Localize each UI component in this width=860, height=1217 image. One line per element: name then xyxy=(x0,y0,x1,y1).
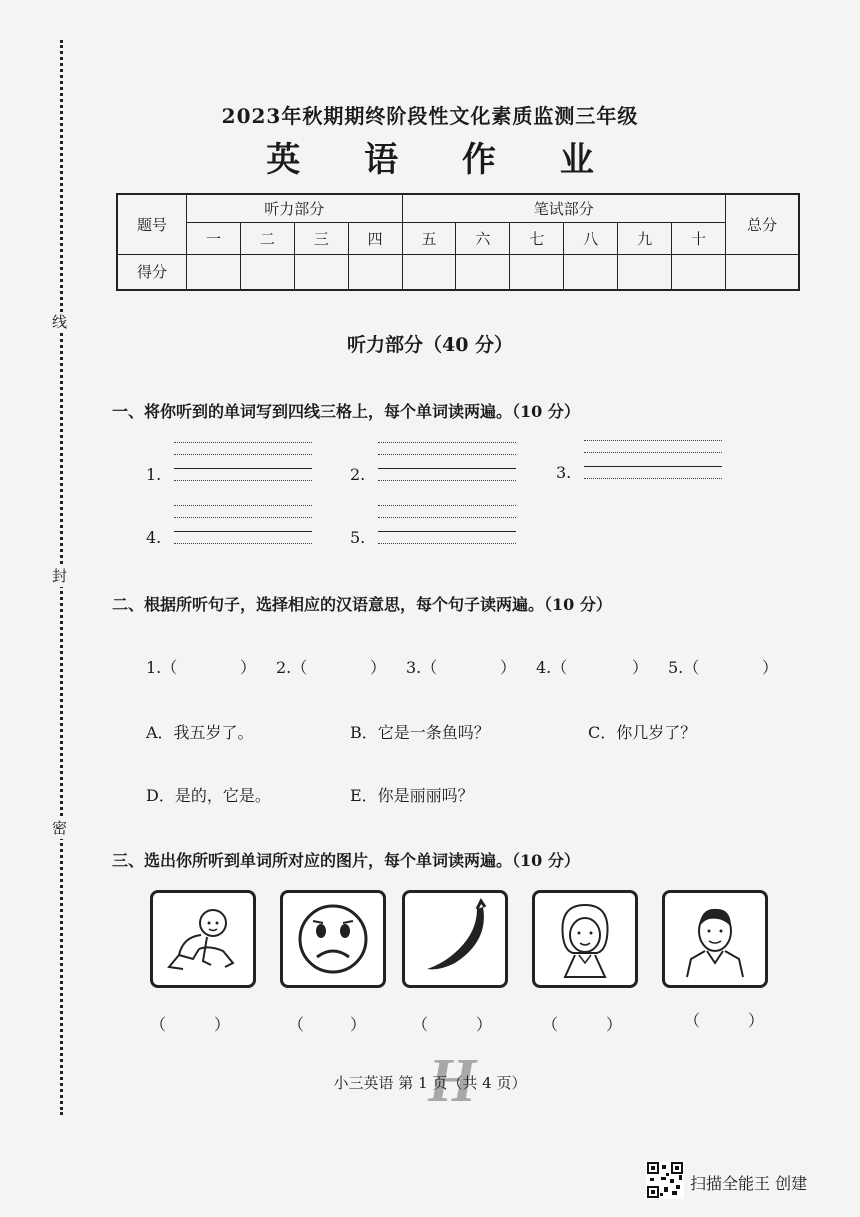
picture-answer-open[interactable]: （ xyxy=(288,1015,305,1034)
qr-code-icon xyxy=(646,1161,684,1199)
man-icon xyxy=(662,890,768,988)
answer-blank-open[interactable]: 2.（ xyxy=(276,658,308,677)
writing-lines-1[interactable] xyxy=(174,442,312,482)
listening-header: 听力部分 xyxy=(187,194,403,222)
score-cell[interactable] xyxy=(187,254,241,290)
score-cell[interactable] xyxy=(456,254,510,290)
picture-answer-open[interactable]: （ xyxy=(542,1015,559,1034)
answer-blank-close: ） xyxy=(370,658,387,677)
row-label-question: 题号 xyxy=(117,194,187,254)
score-cell[interactable] xyxy=(402,254,456,290)
girl-icon xyxy=(532,890,638,988)
banana-icon xyxy=(402,890,508,988)
option-e: E．你是丽丽吗？ xyxy=(350,786,474,805)
picture-answer-open[interactable]: （ xyxy=(412,1015,429,1034)
answer-blank-open[interactable]: 5.（ xyxy=(668,658,700,677)
answer-blank-open[interactable]: 1.（ xyxy=(146,658,178,677)
q1-number: 1. xyxy=(146,465,162,484)
score-cell[interactable] xyxy=(618,254,672,290)
q1-number: 2. xyxy=(350,465,366,484)
col-header: 六 xyxy=(456,222,510,254)
total-header: 总分 xyxy=(726,194,800,254)
score-cell[interactable] xyxy=(348,254,402,290)
row-label-score: 得分 xyxy=(117,254,187,290)
score-cell[interactable] xyxy=(510,254,564,290)
col-header: 八 xyxy=(564,222,618,254)
question-3-title: 三、选出你所听到单词所对应的图片，每个单词读两遍。（10 分） xyxy=(112,851,580,870)
picture-answer-close: ） xyxy=(350,1015,367,1034)
col-header: 二 xyxy=(240,222,294,254)
total-score-cell[interactable] xyxy=(726,254,800,290)
score-cell[interactable] xyxy=(294,254,348,290)
binding-label-line: 线 xyxy=(52,313,68,331)
picture-answer-close: ） xyxy=(748,1011,765,1030)
option-d: D．是的，它是。 xyxy=(146,786,271,805)
col-header: 九 xyxy=(618,222,672,254)
score-cell[interactable] xyxy=(564,254,618,290)
question-1-title: 一、将你听到的单词写到四线三格上，每个单词读两遍。（10 分） xyxy=(112,402,580,421)
col-header: 五 xyxy=(402,222,456,254)
answer-blank-close: ） xyxy=(500,658,517,677)
q1-number: 5. xyxy=(350,528,366,547)
q1-number: 4. xyxy=(146,528,162,547)
answer-blank-open[interactable]: 3.（ xyxy=(406,658,438,677)
binding-label-seal: 封 xyxy=(52,567,68,585)
q1-number: 3. xyxy=(556,463,572,482)
picture-answer-open[interactable]: （ xyxy=(684,1011,701,1030)
picture-answer-close: ） xyxy=(476,1015,493,1034)
binding-label-secret: 密 xyxy=(52,819,68,837)
answer-blank-close: ） xyxy=(632,658,649,677)
col-header: 四 xyxy=(348,222,402,254)
listening-section-title: 听力部分（40 分） xyxy=(346,334,514,356)
col-header: 十 xyxy=(672,222,726,254)
col-header: 三 xyxy=(294,222,348,254)
option-c: C．你几岁了？ xyxy=(588,723,697,742)
writing-lines-5[interactable] xyxy=(378,505,516,545)
writing-lines-4[interactable] xyxy=(174,505,312,545)
question-2-title: 二、根据所听句子，选择相应的汉语意思，每个句子读两遍。（10 分） xyxy=(112,595,612,614)
score-cell[interactable] xyxy=(240,254,294,290)
answer-blank-open[interactable]: 4.（ xyxy=(536,658,568,677)
scanner-credit: 扫描全能王 创建 xyxy=(690,1174,808,1193)
option-a: A．我五岁了。 xyxy=(146,723,254,742)
exam-title: 2023年秋期期终阶段性文化素质监测三年级 xyxy=(221,104,639,128)
score-table xyxy=(116,193,800,291)
picture-answer-close: ） xyxy=(606,1015,623,1034)
col-header: 七 xyxy=(510,222,564,254)
writing-header: 笔试部分 xyxy=(402,194,725,222)
page-footer: 小三英语 第 1 页（共 4 页） xyxy=(333,1074,527,1092)
baby-icon xyxy=(150,890,256,988)
answer-blank-close: ） xyxy=(762,658,779,677)
exam-subject: 英 语 作 业 xyxy=(266,140,620,180)
answer-blank-close: ） xyxy=(240,658,257,677)
picture-answer-close: ） xyxy=(214,1015,231,1034)
col-header: 一 xyxy=(187,222,241,254)
picture-answer-open[interactable]: （ xyxy=(150,1015,167,1034)
writing-lines-2[interactable] xyxy=(378,442,516,482)
sad-face-icon xyxy=(280,890,386,988)
option-b: B．它是一条鱼吗？ xyxy=(350,723,490,742)
score-cell[interactable] xyxy=(672,254,726,290)
watermark-letter: H xyxy=(428,1047,477,1115)
writing-lines-3[interactable] xyxy=(584,440,722,480)
